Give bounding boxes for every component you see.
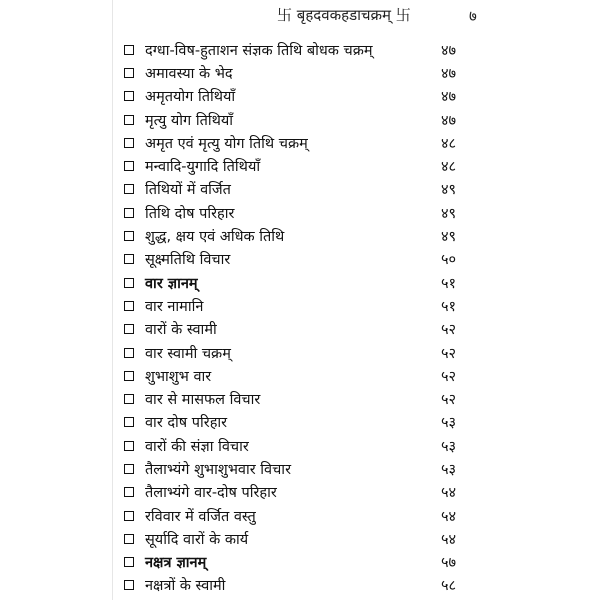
toc-entry-label: वार दोष परिहार xyxy=(145,415,228,432)
toc-entry-page: ५३ xyxy=(441,461,457,478)
toc-entry-page: ५२ xyxy=(441,368,457,385)
toc-entry xyxy=(120,154,580,177)
toc-entry-label: वारों की संज्ञा विचार xyxy=(145,438,249,455)
checkbox-bullet-icon xyxy=(124,231,134,241)
toc-entry-page: ४७ xyxy=(441,89,457,106)
checkbox-bullet-icon xyxy=(124,441,134,451)
toc-entry-label: नक्षत्र ज्ञानम् xyxy=(145,555,207,572)
checkbox-bullet-icon xyxy=(124,557,134,567)
toc-entry xyxy=(120,318,580,341)
toc-entry xyxy=(120,387,580,410)
checkbox-bullet-icon xyxy=(124,254,134,264)
toc-entry-label: सूर्यादि वारों के कार्य xyxy=(145,531,249,548)
toc-entry-label: तिथि दोष परिहार xyxy=(145,205,235,222)
toc-entry xyxy=(120,38,580,61)
toc-entry-page: ५२ xyxy=(441,322,457,339)
running-title: 卐 बृहदवकहडाचक्रम् 卐 xyxy=(277,6,411,24)
checkbox-bullet-icon xyxy=(124,511,134,521)
toc-entry-page: ५३ xyxy=(441,415,457,432)
checkbox-bullet-icon xyxy=(124,115,134,125)
toc-entry-label: अमृत एवं मृत्यु योग तिथि चक्रम् xyxy=(145,135,308,152)
toc-entry-page: ५२ xyxy=(441,345,457,362)
toc-entry-page: ५१ xyxy=(441,275,457,292)
toc-entry xyxy=(120,364,580,387)
toc-entry xyxy=(120,457,580,480)
toc-entry-label: अमृतयोग तिथियाँ xyxy=(145,89,236,106)
page-header xyxy=(112,2,600,30)
checkbox-bullet-icon xyxy=(124,184,134,194)
toc-entry-page: ४९ xyxy=(441,182,457,199)
toc-entry-page: ५१ xyxy=(441,298,457,315)
checkbox-bullet-icon xyxy=(124,324,134,334)
toc-entry xyxy=(120,294,580,317)
checkbox-bullet-icon xyxy=(124,91,134,101)
checkbox-bullet-icon xyxy=(124,278,134,288)
toc-entry xyxy=(120,271,580,294)
checkbox-bullet-icon xyxy=(124,394,134,404)
toc-entry-label: वारों के स्वामी xyxy=(145,322,217,339)
toc-entry-label: मृत्यु योग तिथियाँ xyxy=(145,112,234,129)
checkbox-bullet-icon xyxy=(124,45,134,55)
toc-entry xyxy=(120,61,580,84)
toc-entry-label: तैलाभ्यंगे वार-दोष परिहार xyxy=(145,485,277,502)
toc-entry xyxy=(120,108,580,131)
checkbox-bullet-icon xyxy=(124,161,134,171)
toc-entry-label: नक्षत्रों के स्वामी xyxy=(145,578,226,595)
checkbox-bullet-icon xyxy=(124,580,134,590)
toc-entry-label: रविवार में वर्जित वस्तु xyxy=(145,508,256,525)
toc-entry xyxy=(120,341,580,364)
checkbox-bullet-icon xyxy=(124,348,134,358)
toc-entry-label: अमावस्या के भेद xyxy=(145,65,233,82)
toc-entry-page: ४९ xyxy=(441,205,457,222)
checkbox-bullet-icon xyxy=(124,464,134,474)
toc-entry xyxy=(120,224,580,247)
toc-entry-label: वार से मासफल विचार xyxy=(145,392,261,409)
checkbox-bullet-icon xyxy=(124,68,134,78)
toc-entry-label: शुद्ध, क्षय एवं अधिक तिथि xyxy=(145,229,285,246)
toc-entry xyxy=(120,131,580,154)
toc-entry-page: ४९ xyxy=(441,229,457,246)
checkbox-bullet-icon xyxy=(124,487,134,497)
toc-entry xyxy=(120,481,580,504)
toc-entry xyxy=(120,248,580,271)
toc-entry xyxy=(120,201,580,224)
checkbox-bullet-icon xyxy=(124,138,134,148)
toc-entry-label: मन्वादि-युगादि तिथियाँ xyxy=(145,159,261,176)
toc-entry-label: वार ज्ञानम् xyxy=(145,275,198,292)
toc-entry-page: ५७ xyxy=(441,555,457,572)
toc-entry-page: ४७ xyxy=(441,65,457,82)
toc-entry xyxy=(120,178,580,201)
toc-entry-label: वार स्वामी चक्रम् xyxy=(145,345,231,362)
toc-entry-page: ५२ xyxy=(441,392,457,409)
toc-entry-page: ५८ xyxy=(441,578,457,595)
toc-entry-label: सूक्ष्मतिथि विचार xyxy=(145,252,231,269)
toc-entry xyxy=(120,411,580,434)
toc-entry-page: ५० xyxy=(441,252,457,269)
toc-entry-label: तैलाभ्यंगे शुभाशुभवार विचार xyxy=(145,461,291,478)
toc-entry xyxy=(120,527,580,550)
toc-entry-page: ५४ xyxy=(441,508,457,525)
table-of-contents xyxy=(120,38,580,597)
toc-entry-page: ४८ xyxy=(441,135,457,152)
checkbox-bullet-icon xyxy=(124,371,134,381)
toc-entry xyxy=(120,574,580,597)
toc-entry-label: शुभाशुभ वार xyxy=(145,368,212,385)
toc-entry xyxy=(120,85,580,108)
toc-entry-page: ४७ xyxy=(441,42,457,59)
toc-entry-page: ४७ xyxy=(441,112,457,129)
toc-entry-label: तिथियों में वर्जित xyxy=(145,182,231,199)
toc-entry-page: ५४ xyxy=(441,531,457,548)
checkbox-bullet-icon xyxy=(124,301,134,311)
toc-entry xyxy=(120,551,580,574)
checkbox-bullet-icon xyxy=(124,208,134,218)
checkbox-bullet-icon xyxy=(124,534,134,544)
toc-entry-page: ५४ xyxy=(441,485,457,502)
checkbox-bullet-icon xyxy=(124,417,134,427)
toc-entry-page: ४८ xyxy=(441,159,457,176)
toc-entry xyxy=(120,434,580,457)
toc-entry-page: ५३ xyxy=(441,438,457,455)
toc-entry xyxy=(120,504,580,527)
toc-entry-label: वार नामानि xyxy=(145,298,204,315)
toc-entry-label: दग्धा-विष-हुताशन संज्ञक तिथि बोधक चक्रम् xyxy=(145,42,373,59)
page-number: ७ xyxy=(469,7,477,25)
